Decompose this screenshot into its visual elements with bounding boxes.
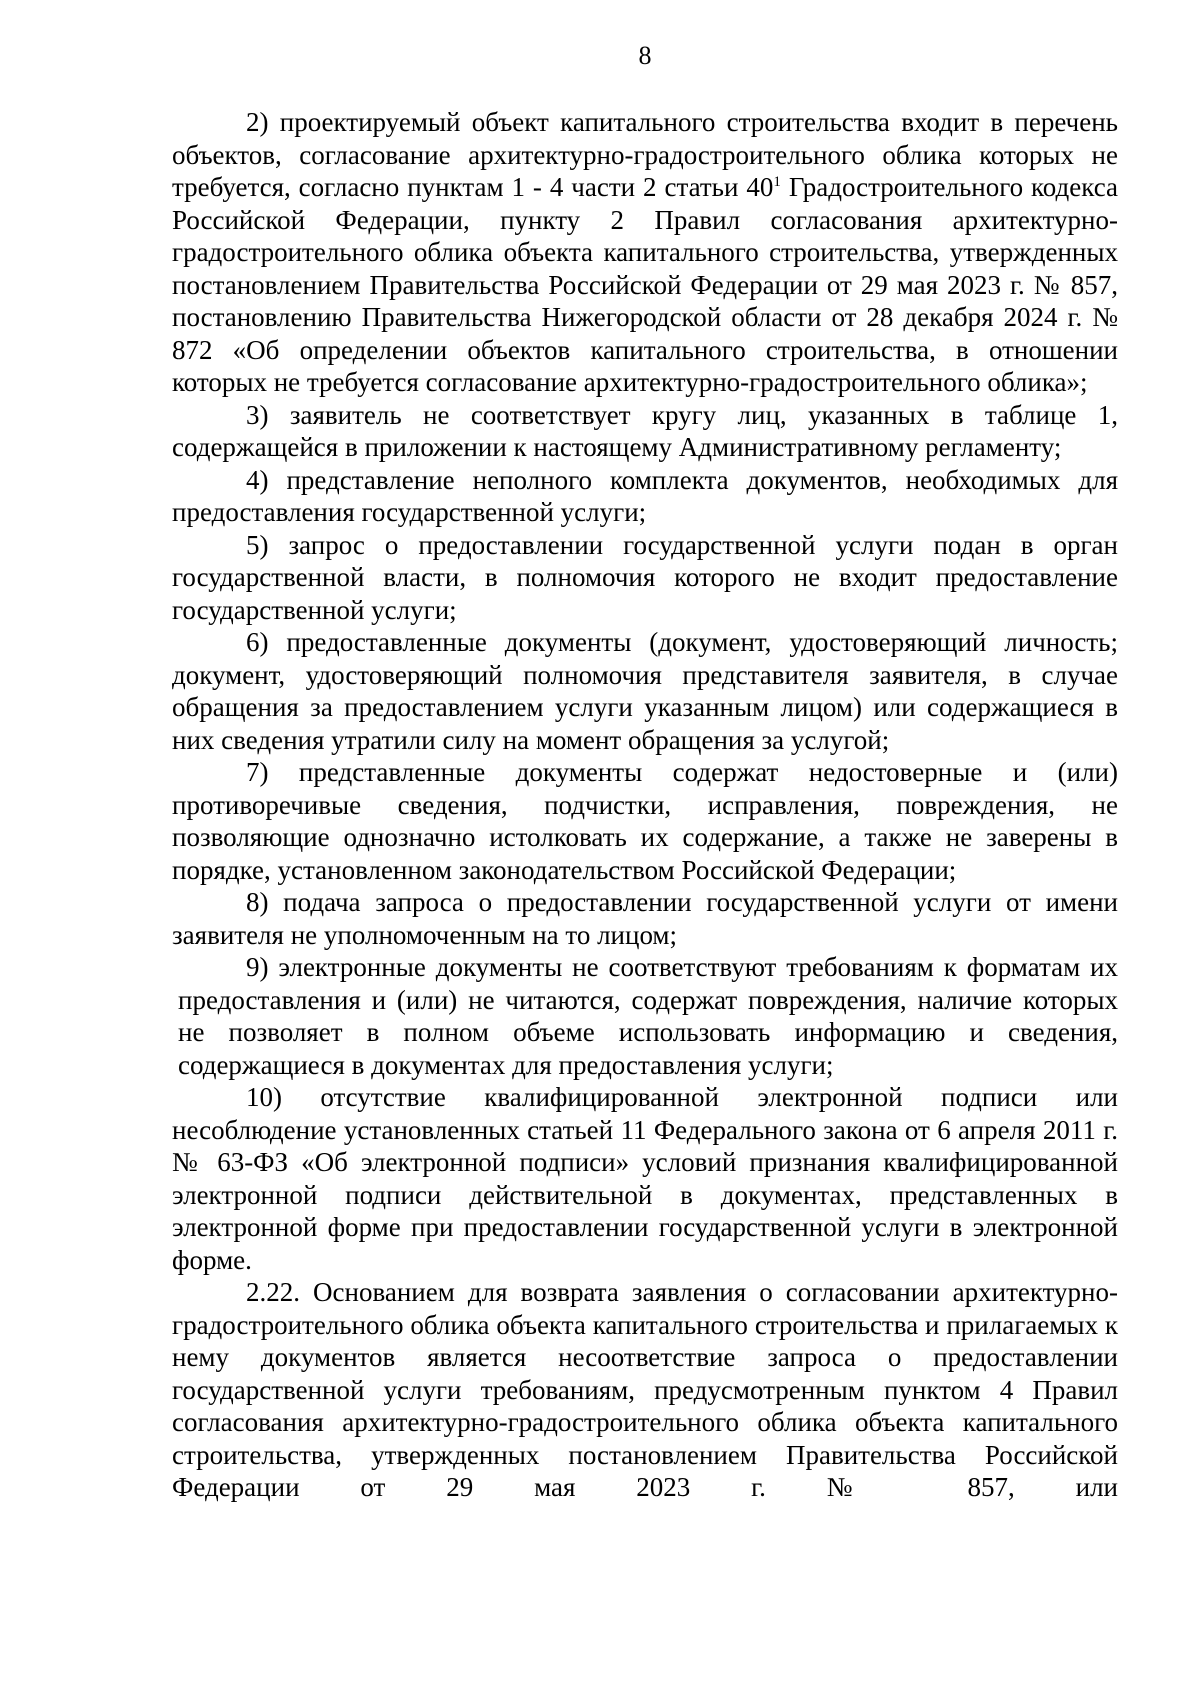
- document-body: [172, 106, 1118, 1504]
- paragraph-text: 2) проектируемый объект капитального строительства входит в перечень объектов, согласование архитектурно-градостроительного облика которых не требуется, согласно пунктам 1 - 4 части 2 статьи 40: [172, 107, 1118, 202]
- paragraph-item-10: 10) отсутствие квалифицированной электронной подписи или несоблюдение установленных статьей 11 Федерального закона от 6 апреля 2011 г. № 63-ФЗ «Об электронной подписи» условий признания квалифицированной электронной подписи действительной в документах, представленных в электронной форме при предоставлении государственной услуги в электронной форме.: [172, 1082, 1118, 1275]
- paragraph-item-2: [172, 106, 1118, 399]
- page-number: 8: [638, 41, 652, 70]
- paragraph-item-7: 7) представленные документы содержат недостоверные и (или) противоречивые сведения, подчистки, исправления, повреждения, не позволяющие однозначно истолковать их содержание, а также не заверены в порядке, установленном законодательством Российской Федерации;: [172, 757, 1118, 885]
- paragraph-item-5: 5) запрос о предоставлении государственной услуги подан в орган государственной власти, в полномочия которого не входит предоставление государственной услуги;: [172, 529, 1118, 625]
- paragraph-item-8: 8) подача запроса о предоставлении государственной услуги от имени заявителя не уполномоченным на то лицом;: [172, 887, 1118, 950]
- superscript-marker: 1: [773, 174, 781, 190]
- paragraph-item-3: 3) заявитель не соответствует кругу лиц, указанных в таблице 1, содержащейся в приложении к настоящему Административному регламенту;: [172, 399, 1118, 462]
- paragraph-text-continued: Градостроительного кодекса Российской Федерации, пункту 2 Правил согласования архитектурно-градостроительного облика объекта капитального строительства, утвержденных постановлением Правительства Российской Федерации от 29 мая 2023 г. № 857, постановлению Правительства Нижегородской области от 28 декабря 2024 г. № 872 «Об определении объектов капитального строительства, в отношении которых не требуется согласование архитектурно-градостроительного облика»;: [172, 172, 1118, 397]
- paragraph-item-4: 4) представление неполного комплекта документов, необходимых для предоставления государственной услуги;: [172, 464, 1118, 527]
- paragraph-section-2-22: 2.22. Основанием для возврата заявления о согласовании архитектурно-градостроительного облика объекта капитального строительства и прилагаемых к нему документов является несоответствие запроса о предоставлении государственной услуги требованиям, предусмотренным пунктом 4 Правил согласования архитектурно-градостроительного облика объекта капитального строительства, утвержденных постановлением Правительства Российской Федерации от 29 мая 2023 г. № 857, или: [172, 1277, 1118, 1502]
- paragraph-item-9: 9) электронные документы не соответствуют требованиям к форматам их предоставления и (или) не читаются, содержат повреждения, наличие которых не позволяет в полном объеме использовать информацию и сведения, содержащиеся в документах для предоставления услуги;: [178, 952, 1118, 1080]
- paragraph-item-6: 6) предоставленные документы (документ, удостоверяющий личность; документ, удостоверяющий полномочия представителя заявителя, в случае обращения за предоставлением услуги указанным лицом) или содержащиеся в них сведения утратили силу на момент обращения за услугой;: [172, 627, 1118, 755]
